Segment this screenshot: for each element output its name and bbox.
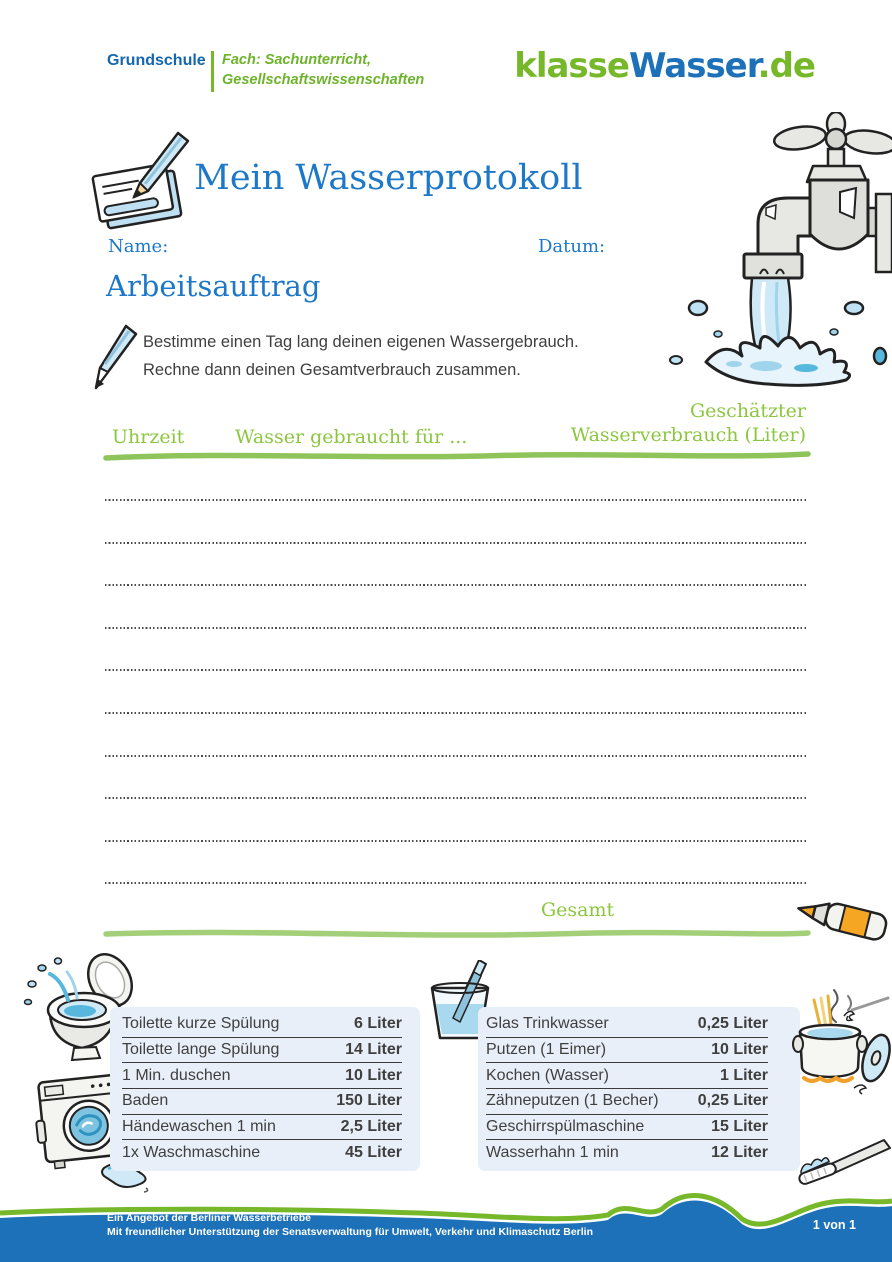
usage-label: Glas Trinkwasser: [486, 1015, 609, 1033]
klassewasser-logo: [514, 46, 815, 86]
column-header-usage: Wasser gebraucht für ...: [235, 426, 468, 448]
usage-label: 1x Waschmaschine: [122, 1143, 261, 1161]
usage-label: Toilette lange Spülung: [122, 1041, 280, 1058]
task-heading: Arbeitsauftrag: [106, 269, 321, 303]
table-row: [122, 1038, 402, 1064]
usage-value: 1 Liter: [719, 1066, 768, 1084]
subject-label: [222, 51, 424, 90]
total-rule: [103, 926, 811, 942]
footer-credits: [107, 1212, 593, 1239]
write-line[interactable]: [105, 882, 808, 884]
faucet-splash-illustration: [648, 112, 892, 400]
table-row: [486, 1063, 768, 1089]
logo-part-de: .de: [757, 46, 815, 86]
usage-label: Kochen (Wasser): [486, 1066, 609, 1084]
usage-label: Händewaschen 1 min: [122, 1118, 276, 1136]
subject-line2: Gesellschaftswissenschaften: [222, 71, 425, 88]
usage-value: 0,25 Liter: [697, 1015, 768, 1033]
subject-line1: Fach: Sachunterricht,: [222, 52, 372, 68]
usage-label: Putzen (1 Eimer): [486, 1041, 607, 1058]
table-row: [122, 1012, 402, 1038]
write-line[interactable]: [105, 542, 808, 544]
write-line[interactable]: [105, 584, 808, 586]
column-header-estimate: [571, 399, 806, 447]
usage-value: 10 Liter: [345, 1066, 402, 1084]
write-line[interactable]: [105, 797, 808, 799]
highlighter-icon: [784, 886, 892, 952]
table-row: [122, 1140, 402, 1165]
write-line[interactable]: [105, 669, 808, 671]
table-row: [122, 1089, 402, 1115]
usage-value: 12 Liter: [711, 1143, 768, 1161]
usage-value: 0,25 Liter: [697, 1092, 768, 1110]
usage-label: Baden: [122, 1092, 169, 1110]
task-instructions: [143, 329, 579, 384]
usage-value: 10 Liter: [711, 1041, 768, 1058]
write-line[interactable]: [105, 627, 808, 629]
instruction-line1: Bestimme einen Tag lang deinen eigenen Wassergebrauch.: [143, 333, 579, 351]
column-header-time: Uhrzeit: [112, 426, 185, 448]
usage-value: 6 Liter: [353, 1015, 402, 1033]
reference-table-right: [478, 1007, 800, 1171]
estimate-line2: Wasserverbrauch (Liter): [570, 424, 806, 446]
table-row: [486, 1115, 768, 1141]
table-header-rule: [103, 449, 811, 463]
write-line[interactable]: [105, 712, 808, 714]
table-row: [486, 1089, 768, 1115]
header-divider: [211, 51, 214, 92]
usage-value: 45 Liter: [345, 1143, 402, 1161]
footer-line1: Ein Angebot der Berliner Wasserbetriebe: [107, 1212, 312, 1224]
usage-label: Zähneputzen (1 Becher): [486, 1092, 659, 1110]
estimate-line1: Geschätzter: [690, 400, 806, 422]
total-label: Gesamt: [541, 899, 615, 921]
school-level-label: Grundschule: [107, 52, 206, 69]
page-title: Mein Wasserprotokoll: [194, 158, 583, 198]
table-row: [486, 1140, 768, 1165]
footer-line2: Mit freundlicher Unterstützung der Senatsverwaltung für Umwelt, Verkehr und Klimaschutz Berlin: [107, 1225, 593, 1238]
notepad-pencil-icon: [90, 129, 192, 237]
usage-label: Wasserhahn 1 min: [486, 1143, 619, 1161]
instruction-line2: Rechne dann deinen Gesamtverbrauch zusammen.: [143, 360, 521, 379]
table-row: [122, 1063, 402, 1089]
write-line[interactable]: [105, 499, 808, 501]
logo-part-wasser: Wasser: [628, 46, 758, 86]
usage-label: Toilette kurze Spülung: [122, 1015, 280, 1033]
name-field-label: Name:: [108, 236, 169, 257]
usage-value: 2,5 Liter: [340, 1118, 402, 1136]
write-line[interactable]: [105, 755, 808, 757]
usage-value: 150 Liter: [336, 1092, 402, 1110]
reference-table-left: [110, 1007, 420, 1171]
toothbrush-paste-icon: [798, 1126, 892, 1188]
usage-value: 15 Liter: [711, 1118, 768, 1136]
cooking-pot-icon: [792, 986, 892, 1100]
log-writing-lines[interactable]: [105, 499, 808, 887]
table-row: [486, 1012, 768, 1038]
usage-label: Geschirrspülmaschine: [486, 1118, 645, 1136]
date-field-label: Datum:: [538, 236, 606, 257]
usage-value: 14 Liter: [345, 1041, 402, 1058]
logo-part-klasse: klasse: [514, 46, 629, 86]
pencil-icon: [94, 324, 138, 392]
page-number: 1 von 1: [812, 1218, 856, 1232]
usage-label: 1 Min. duschen: [122, 1066, 231, 1084]
write-line[interactable]: [105, 840, 808, 842]
table-row: [486, 1038, 768, 1064]
table-row: [122, 1115, 402, 1141]
